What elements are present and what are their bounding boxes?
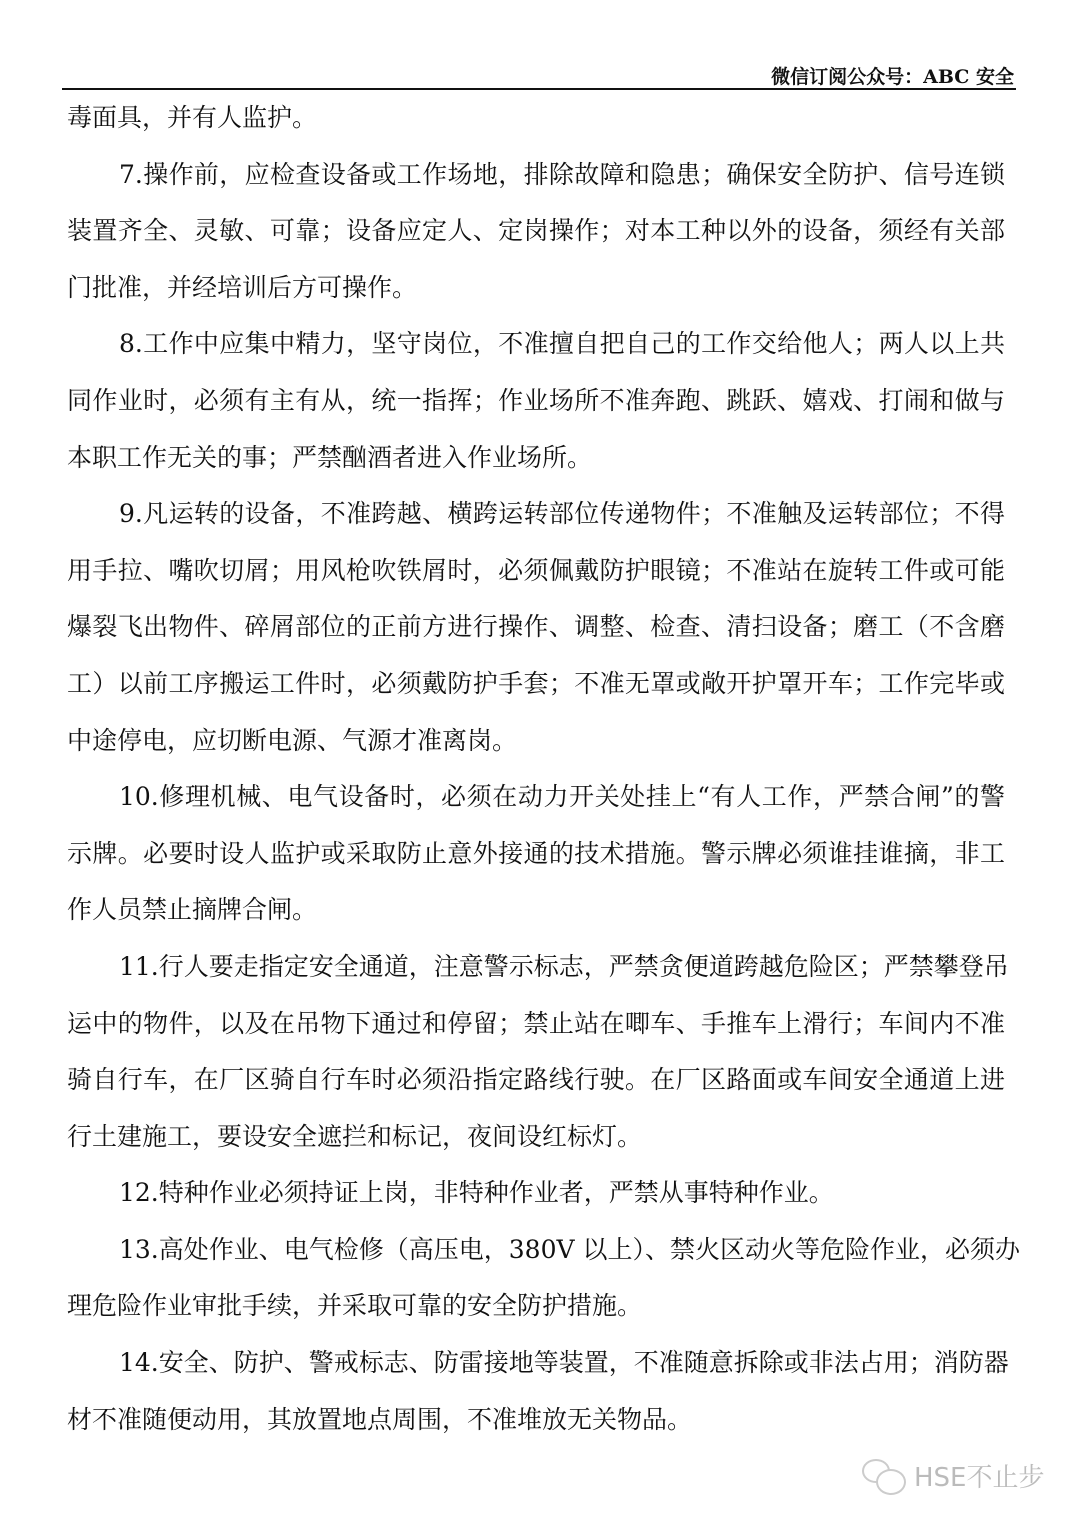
text-line: 9.凡运转的设备，不准跨越、横跨运转部位传递物件；不准触及运转部位；不得 (119, 499, 1005, 529)
text-line: 作人员禁止摘牌合闸。 (67, 895, 318, 925)
text-line: 装置齐全、灵敏、可靠；设备应定人、定岗操作；对本工种以外的设备，须经有关部 (67, 216, 1005, 246)
text-line: 8.工作中应集中精力，坚守岗位，不准擅自把自己的工作交给他人；两人以上共 (119, 329, 1005, 359)
paragraph (67, 775, 1005, 945)
paragraph (67, 153, 1005, 323)
text-line: 用手拉、嘴吹切屑；用风枪吹铁屑时，必须佩戴防护眼镜；不准站在旋转工件或可能 (67, 555, 1005, 585)
text-line: 14.安全、防护、警戒标志、防雷接地等装置，不准随意拆除或非法占用；消防器 (119, 1348, 1009, 1378)
header-divider (62, 88, 1016, 90)
document-body (67, 96, 1020, 1454)
paragraph (67, 1171, 1005, 1228)
text-line: 中途停电，应切断电源、气源才准离岗。 (67, 725, 518, 755)
paragraph (67, 96, 1005, 153)
text-line: 行土建施工，要设安全遮拦和标记，夜间设红标灯。 (67, 1121, 643, 1151)
text-line: 本职工作无关的事；严禁酗酒者进入作业场所。 (67, 442, 593, 472)
text-line: 7.操作前，应检查设备或工作场地，排除故障和隐患；确保安全防护、信号连锁 (119, 159, 1005, 189)
text-line: 理危险作业审批手续，并采取可靠的安全防护措施。 (67, 1291, 643, 1321)
paragraph (67, 1228, 1020, 1341)
text-line: 爆裂飞出物件、碎屑部位的正前方进行操作、调整、检查、清扫设备；磨工（不含磨 (67, 612, 1005, 642)
wechat-icon (862, 1459, 906, 1493)
paragraph (67, 322, 1005, 492)
text-line: 12.特种作业必须持证上岗，非特种作业者，严禁从事特种作业。 (119, 1178, 834, 1208)
text-line: 材不准随便动用，其放置地点周围，不准堆放无关物品。 (67, 1404, 693, 1434)
header-title: 微信订阅公众号：ABC 安全 (771, 66, 1014, 88)
text-line: 11.行人要走指定安全通道，注意警示标志，严禁贪便道跨越危险区；严禁攀登吊 (119, 951, 1009, 981)
text-line: 示牌。必要时设人监护或采取防止意外接通的技术措施。警示牌必须谁挂谁摘，非工 (67, 838, 1005, 868)
text-line: 工）以前工序搬运工件时，必须戴防护手套；不准无罩或敞开护罩开车；工作完毕或 (67, 668, 1005, 698)
paragraph (67, 1341, 1009, 1454)
paragraph (67, 945, 1009, 1171)
text-line: 运中的物件，以及在吊物下通过和停留；禁止站在唧车、手推车上滑行；车间内不准 (67, 1008, 1005, 1038)
watermark-text: HSE不止步 (914, 1463, 1045, 1493)
text-line: 门批准，并经培训后方可操作。 (67, 272, 418, 302)
watermark (862, 1457, 1044, 1494)
text-line: 同作业时，必须有主有从，统一指挥；作业场所不准奔跑、跳跃、嬉戏、打闹和做与 (67, 385, 1005, 415)
text-line: 毒面具，并有人监护。 (67, 103, 318, 132)
text-line: 10.修理机械、电气设备时，必须在动力开关处挂上“有人工作，严禁合闸”的警 (119, 782, 1005, 812)
text-line: 13.高处作业、电气检修（高压电，380V 以上）、禁火区动火等危险作业，必须办 (119, 1234, 1020, 1264)
paragraph (67, 492, 1005, 775)
text-line: 骑自行车，在厂区骑自行车时必须沿指定路线行驶。在厂区路面或车间安全通道上进 (67, 1065, 1005, 1095)
